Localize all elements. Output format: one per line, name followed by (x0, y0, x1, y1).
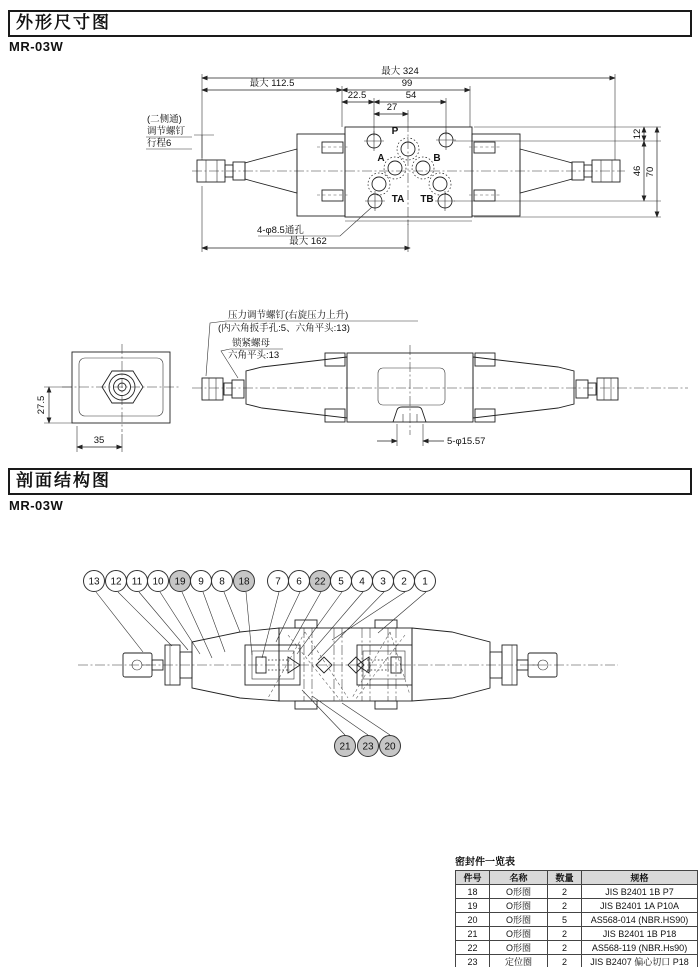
plan-view-drawing (0, 60, 700, 295)
table-row (456, 927, 698, 941)
svg-text:18: 18 (238, 576, 250, 588)
balloon-11 (127, 571, 148, 592)
cell-name: O形圈 (490, 885, 548, 899)
dim-35: 35 (93, 435, 105, 446)
balloon-6 (289, 571, 310, 592)
balloon-19 (170, 571, 191, 592)
cell-spec: AS568-014 (NBR.HS90) (582, 913, 698, 927)
svg-text:3: 3 (380, 576, 386, 588)
balloon-8 (212, 571, 233, 592)
dim-99: 99 (401, 78, 413, 89)
cell-qty: 5 (548, 913, 582, 927)
cell-qty: 2 (548, 899, 582, 913)
cell-spec: JIS B2401 1B P18 (582, 927, 698, 941)
port-label-p: P (391, 126, 399, 137)
cell-name: O形圈 (490, 941, 548, 955)
balloon-leaders (96, 592, 426, 735)
cell-spec: JIS B2407 偏心切口 P18 (582, 955, 698, 967)
cell-name: O形圈 (490, 899, 548, 913)
note-two-side: (二侧通) (147, 114, 182, 125)
balloon-1 (415, 571, 436, 592)
svg-text:7: 7 (275, 576, 281, 588)
dimension-lines (202, 78, 657, 248)
dim-5-15-57: 5-φ15.57 (447, 436, 486, 447)
label-hex-flat: 六角平头:13 (228, 350, 280, 361)
port-label-b: B (433, 153, 441, 164)
dim-27: 27 (386, 102, 398, 113)
dim-70: 70 (645, 166, 656, 178)
cell-spec: JIS B2401 1A P10A (582, 899, 698, 913)
cell-qty: 2 (548, 941, 582, 955)
svg-text:5: 5 (338, 576, 344, 588)
dim-46: 46 (632, 165, 643, 177)
dim-54: 54 (405, 90, 417, 101)
cell-part-no: 22 (456, 941, 490, 955)
svg-text:11: 11 (131, 576, 143, 588)
cell-qty: 2 (548, 955, 582, 967)
left-valve-body (197, 134, 348, 216)
end-view (62, 344, 180, 432)
balloon-22 (310, 571, 331, 592)
central-block (268, 620, 412, 709)
section2-title-bar (8, 468, 692, 495)
balloon-10 (148, 571, 169, 592)
section1-title: 外形尺寸图 (16, 13, 111, 32)
dim-27-5: 27.5 (36, 395, 47, 415)
model-label-1: MR-03W (9, 39, 64, 54)
svg-text:2: 2 (401, 576, 407, 588)
cell-part-no: 19 (456, 899, 490, 913)
cell-spec: JIS B2401 1B P7 (582, 885, 698, 899)
balloon-7 (268, 571, 289, 592)
label-pressure-screw: 压力调节螺钉(右旋压力上升) (228, 310, 349, 321)
label-through-holes: 4-φ8.5通孔 (257, 225, 304, 236)
note-stroke6: 行程6 (147, 138, 172, 149)
balloon-20 (380, 736, 401, 757)
seal-table (455, 870, 698, 967)
seal-table-section (455, 853, 697, 967)
dim-max-324: 最大 324 (381, 66, 419, 77)
balloon-21 (335, 736, 356, 757)
svg-text:20: 20 (384, 741, 396, 753)
section2-title: 剖面结构图 (16, 471, 111, 490)
balloon-9 (191, 571, 212, 592)
table-row (456, 885, 698, 899)
label-lock-nut: 锁紧螺母 (232, 338, 271, 349)
table-row (456, 955, 698, 967)
header-name: 名称 (490, 871, 548, 885)
svg-text:23: 23 (362, 741, 374, 753)
dim-max-112-5: 最大 112.5 (249, 78, 295, 89)
svg-text:6: 6 (296, 576, 302, 588)
header-qty: 数量 (548, 871, 582, 885)
dim-max-162: 最大 162 (289, 236, 327, 247)
seal-table-title: 密封件一览表 (455, 857, 515, 868)
cross-section-drawing (0, 540, 700, 790)
side-view-drawing (0, 300, 700, 465)
table-row (456, 899, 698, 913)
balloon-18 (234, 571, 255, 592)
cell-spec: AS568-119 (NBR.Hs90) (582, 941, 698, 955)
header-spec: 规格 (582, 871, 698, 885)
label-hex-socket: (内六角扳手孔:5、六角平头:13) (218, 323, 350, 334)
port-label-ta: TA (391, 194, 405, 205)
svg-text:10: 10 (152, 576, 164, 588)
table-row (456, 913, 698, 927)
cell-name: O形圈 (490, 913, 548, 927)
dim-12: 12 (632, 128, 643, 140)
cell-qty: 2 (548, 927, 582, 941)
cell-name: 定位圈 (490, 955, 548, 967)
svg-text:21: 21 (339, 741, 351, 753)
note-adjust-screw: 调节螺钉 (147, 126, 186, 137)
header-part-no: 件号 (456, 871, 490, 885)
svg-text:4: 4 (359, 576, 365, 588)
section1-title-bar (8, 10, 692, 37)
balloon-12 (106, 571, 127, 592)
svg-text:19: 19 (174, 576, 186, 588)
balloon-3 (373, 571, 394, 592)
table-row (456, 941, 698, 955)
right-casting (412, 628, 490, 701)
ports (368, 138, 451, 195)
port-label-tb: TB (420, 194, 434, 205)
balloon-2 (394, 571, 415, 592)
cell-part-no: 21 (456, 927, 490, 941)
svg-text:22: 22 (314, 576, 326, 588)
balloon-23 (358, 736, 379, 757)
right-valve-body (469, 134, 620, 216)
svg-text:12: 12 (110, 576, 122, 588)
port-label-a: A (377, 153, 385, 164)
svg-text:8: 8 (219, 576, 225, 588)
svg-text:9: 9 (198, 576, 204, 588)
cell-name: O形圈 (490, 927, 548, 941)
svg-text:1: 1 (422, 576, 428, 588)
cell-part-no: 23 (456, 955, 490, 967)
cell-part-no: 18 (456, 885, 490, 899)
end-view-extensions (44, 387, 122, 452)
cell-qty: 2 (548, 885, 582, 899)
cell-part-no: 20 (456, 913, 490, 927)
balloon-5 (331, 571, 352, 592)
balloon-4 (352, 571, 373, 592)
dim-22-5: 22.5 (347, 90, 367, 101)
svg-text:13: 13 (88, 576, 100, 588)
seal-table-header-row (456, 871, 698, 885)
model-label-2: MR-03W (9, 498, 64, 513)
balloon-13 (84, 571, 105, 592)
